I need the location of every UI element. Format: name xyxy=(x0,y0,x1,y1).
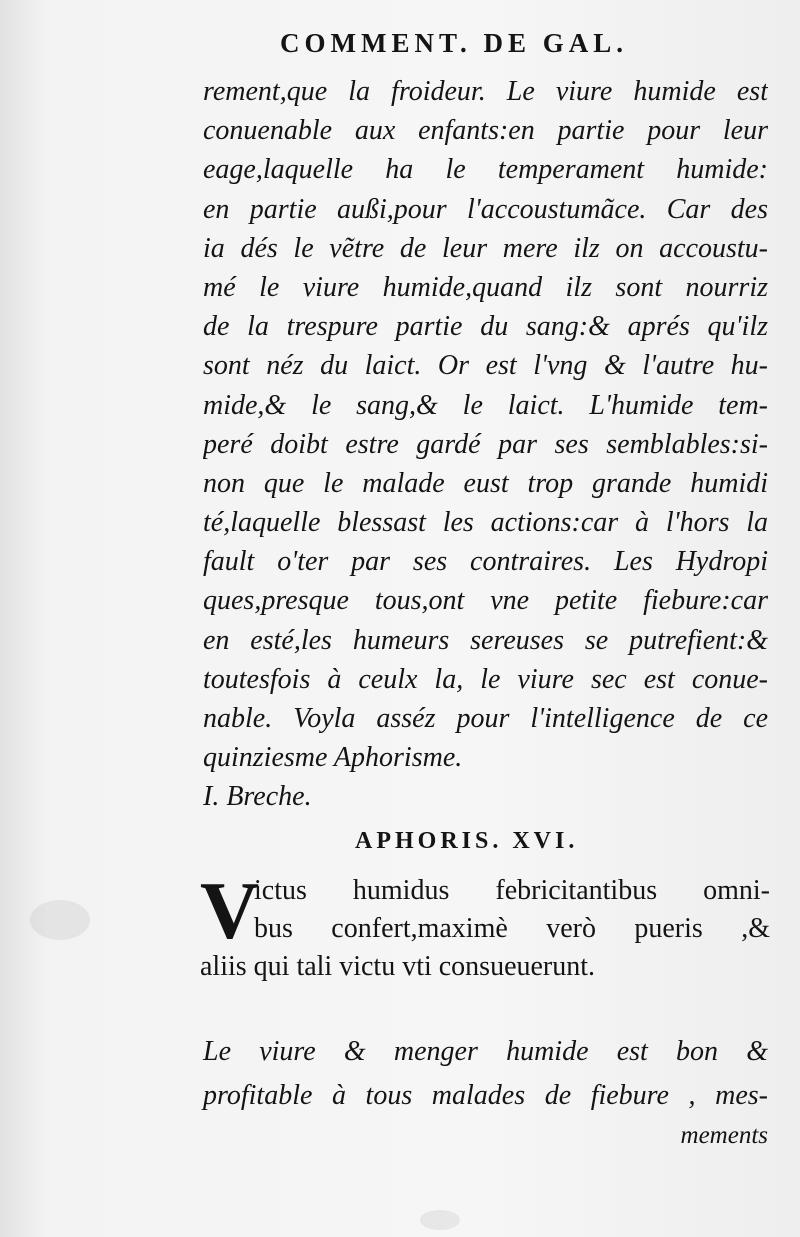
paper-stain xyxy=(420,1210,460,1230)
latin-line: bus confert,maximè verò pueris ,& xyxy=(254,913,770,944)
author-signature: I. Breche. xyxy=(203,781,312,813)
text-line: ques,presque tous,ont vne petite fiebure:car xyxy=(203,585,768,617)
text-line: nable. Voyla asséz pour l'intelligence de ce xyxy=(203,703,768,734)
text-line: quinziesme Aphorisme. xyxy=(203,742,463,774)
text-line: rement,que la froideur. Le viure humide est xyxy=(203,76,768,107)
text-line: toutesfois à ceulx la, le viure sec est conue- xyxy=(203,663,768,695)
text-line: mé le viure humide,quand ilz sont nourriz xyxy=(203,271,768,303)
catchword: mements xyxy=(680,1122,768,1149)
text-line: té,laquelle blessast les actions:car à l'hors la xyxy=(203,507,768,539)
french-line: profitable à tous malades de fiebure , mes- xyxy=(203,1080,768,1111)
drop-cap: V xyxy=(200,865,260,956)
text-line: fault o'ter par ses contraires. Les Hydropi xyxy=(203,546,768,578)
commentary-text xyxy=(203,72,768,817)
text-line: peré doibt estre gardé par ses semblables:si- xyxy=(203,428,768,460)
text-line: mide,& le sang,& le laict. L'humide tem- xyxy=(203,389,768,421)
latin-line: ictus humidus febricitantibus omni- xyxy=(254,875,770,906)
text-line: non que le malade eust trop grande humidi xyxy=(203,467,768,499)
aphorism-title: APHORIS. XVI. xyxy=(355,828,579,854)
text-line: en partie außi,pour l'accoustumãce. Car des xyxy=(203,193,768,225)
latin-line: aliis qui tali victu vti consueuerunt. xyxy=(200,951,596,982)
paper-stain xyxy=(30,900,90,940)
french-line: Le viure & menger humide est bon & xyxy=(203,1036,768,1067)
running-header: COMMENT. DE GAL. xyxy=(280,28,628,58)
text-line: conuenable aux enfants:en partie pour leur xyxy=(203,115,768,147)
latin-aphorism xyxy=(200,865,770,986)
text-line: en esté,les humeurs sereuses se putrefient:& xyxy=(203,624,768,656)
text-line: de la trespure partie du sang:& aprés qu'ilz xyxy=(203,311,768,343)
text-line: sont néz du laict. Or est l'vng & l'autre hu- xyxy=(203,350,768,382)
text-line: eage,laquelle ha le temperament humide: xyxy=(203,154,768,186)
french-translation xyxy=(203,1030,768,1154)
text-line: ia dés le vẽtre de leur mere ilz on accoustu- xyxy=(203,232,768,264)
